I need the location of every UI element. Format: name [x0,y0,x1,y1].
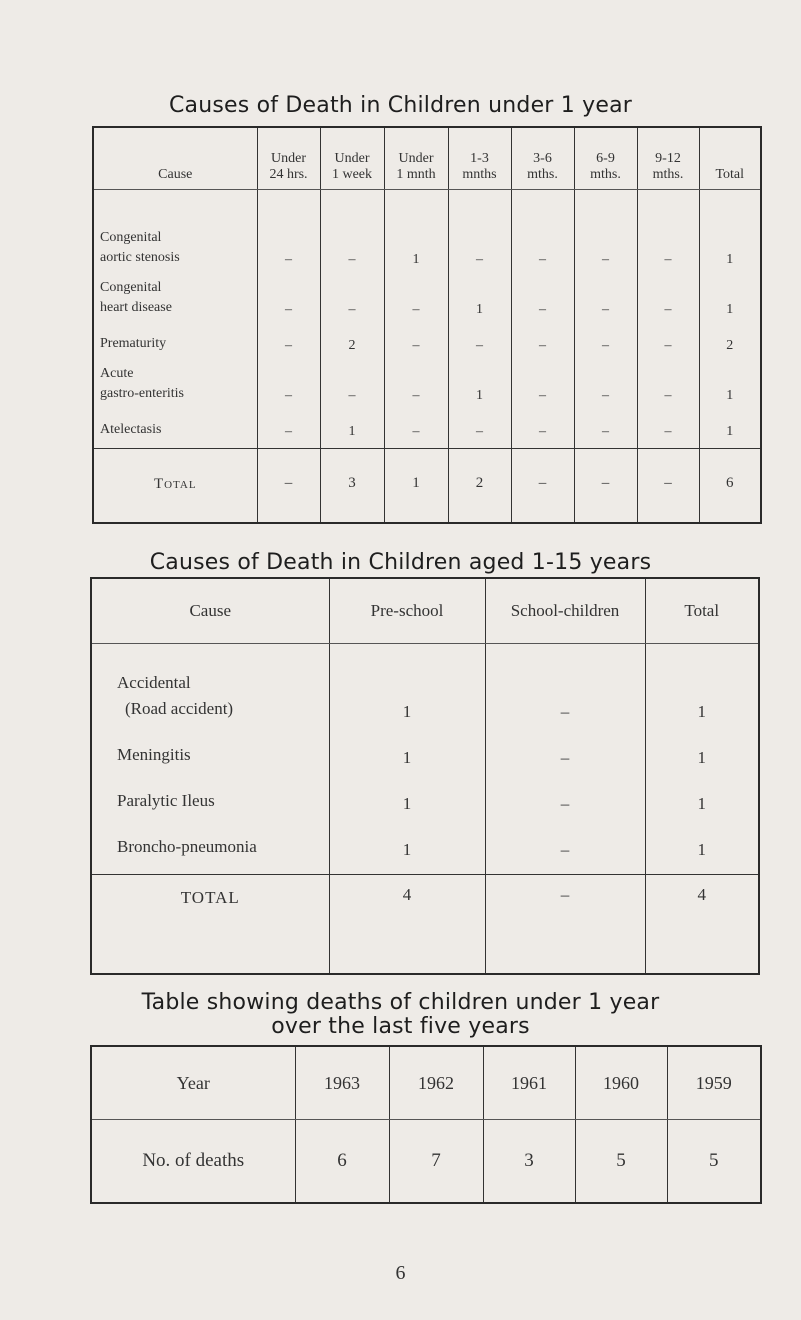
table2-total-row [91,875,759,975]
cell: – [485,644,645,727]
cell: 1 [329,772,485,818]
row-cause: Acute gastro-enteritis [100,365,184,401]
cell: – [485,772,645,818]
header-3-6-months: 3-6 mths. [511,127,574,189]
table3-title-line2: over the last five years [271,1014,530,1039]
cell: 1 [448,357,511,407]
header-total: Total [645,578,759,644]
cell: – [257,189,320,271]
cell: – [574,271,637,321]
cell: – [485,726,645,772]
cell: 1 [448,271,511,321]
cell: 1 [699,189,761,271]
table-row [91,644,759,727]
cell: 1 [329,818,485,875]
row-cause: Congenital heart disease [100,279,172,315]
cell: – [257,407,320,449]
table1-header-row [93,127,761,189]
cell: 4 [645,875,759,975]
cell: – [511,448,574,523]
cell: 1 [699,357,761,407]
table-row [91,818,759,875]
table-deaths-five-years [90,1045,762,1204]
year-cell: 1963 [295,1046,389,1120]
header-under-1week: Under 1 week [320,127,384,189]
year-cell: 1960 [575,1046,667,1120]
header-total: Total [699,127,761,189]
total-label: Total [93,448,257,523]
cell: – [637,357,699,407]
row-cause: Prematurity [100,335,167,351]
header-under-1month: Under 1 mnth [384,127,448,189]
cell: – [320,357,384,407]
table1-total-row [93,448,761,523]
cell: – [257,321,320,357]
cell: – [384,407,448,449]
cell: – [257,271,320,321]
table-row [93,357,761,407]
cell: – [574,407,637,449]
cell: – [384,321,448,357]
cell: – [637,271,699,321]
row-cause: Paralytic Ileus [117,791,215,810]
cell: – [511,189,574,271]
cell: – [511,407,574,449]
cell: 2 [699,321,761,357]
deaths-cell: 6 [295,1120,389,1204]
cell: 1 [645,772,759,818]
cell: – [637,321,699,357]
table2-header-row [91,578,759,644]
table3-title-line1: Table showing deaths of children under 1 year [141,990,660,1015]
row-cause: Atelectasis [100,421,162,437]
cell: – [511,321,574,357]
table-under-1-year [92,126,762,524]
table-row [93,271,761,321]
cell: 1 [645,726,759,772]
cell: – [384,357,448,407]
cell: – [448,321,511,357]
header-under-24hrs: Under 24 hrs. [257,127,320,189]
cell: – [574,357,637,407]
year-cell: 1962 [389,1046,483,1120]
total-label: TOTAL [91,875,329,975]
table-row [93,321,761,357]
cell: – [637,448,699,523]
cell: 1 [384,448,448,523]
cell: 1 [329,726,485,772]
header-pre-school: Pre-school [329,578,485,644]
table-row [91,772,759,818]
deaths-cell: 5 [575,1120,667,1204]
cell: – [637,189,699,271]
table-row [91,726,759,772]
cell: – [448,407,511,449]
header-school-children: School-children [485,578,645,644]
table-row [93,189,761,271]
deaths-cell: 5 [667,1120,761,1204]
year-cell: 1959 [667,1046,761,1120]
cell: – [574,189,637,271]
cell: – [511,271,574,321]
cell: – [257,448,320,523]
cell: – [320,189,384,271]
header-1-3-months: 1-3 mnths [448,127,511,189]
year-label: Year [91,1046,295,1120]
year-cell: 1961 [483,1046,575,1120]
cell: – [511,357,574,407]
cell: – [257,357,320,407]
cell: – [574,448,637,523]
header-9-12-months: 9-12 mths. [637,127,699,189]
cell: – [485,818,645,875]
cell: – [574,321,637,357]
table-aged-1-15-years [90,577,760,975]
cell: 2 [448,448,511,523]
row-cause: Meningitis [117,745,191,764]
cell: 3 [320,448,384,523]
deaths-cell: 3 [483,1120,575,1204]
year-row [91,1046,761,1120]
cell: 1 [645,644,759,727]
cell: 1 [329,644,485,727]
header-cause: Cause [91,578,329,644]
header-6-9-months: 6-9 mths. [574,127,637,189]
cell: 1 [384,189,448,271]
deaths-row [91,1120,761,1204]
row-cause: Accidental (Road accident) [117,673,234,718]
table-row [93,407,761,449]
cell: 6 [699,448,761,523]
cell: – [384,271,448,321]
cell: 2 [320,321,384,357]
cell: – [448,189,511,271]
header-cause: Cause [93,127,257,189]
cell: – [485,875,645,975]
cell: 4 [329,875,485,975]
table2-title: Causes of Death in Children aged 1-15 years [149,550,652,575]
cell: 1 [699,271,761,321]
cell: – [320,271,384,321]
cell: – [637,407,699,449]
deaths-cell: 7 [389,1120,483,1204]
deaths-label: No. of deaths [142,1150,245,1171]
cell: 1 [699,407,761,449]
table1-title: Causes of Death in Children under 1 year [168,93,633,118]
page-number: 6 [395,1262,406,1284]
cell: 1 [320,407,384,449]
row-cause: Congenital aortic stenosis [100,229,180,265]
row-cause: Broncho-pneumonia [117,837,257,856]
cell: 1 [645,818,759,875]
